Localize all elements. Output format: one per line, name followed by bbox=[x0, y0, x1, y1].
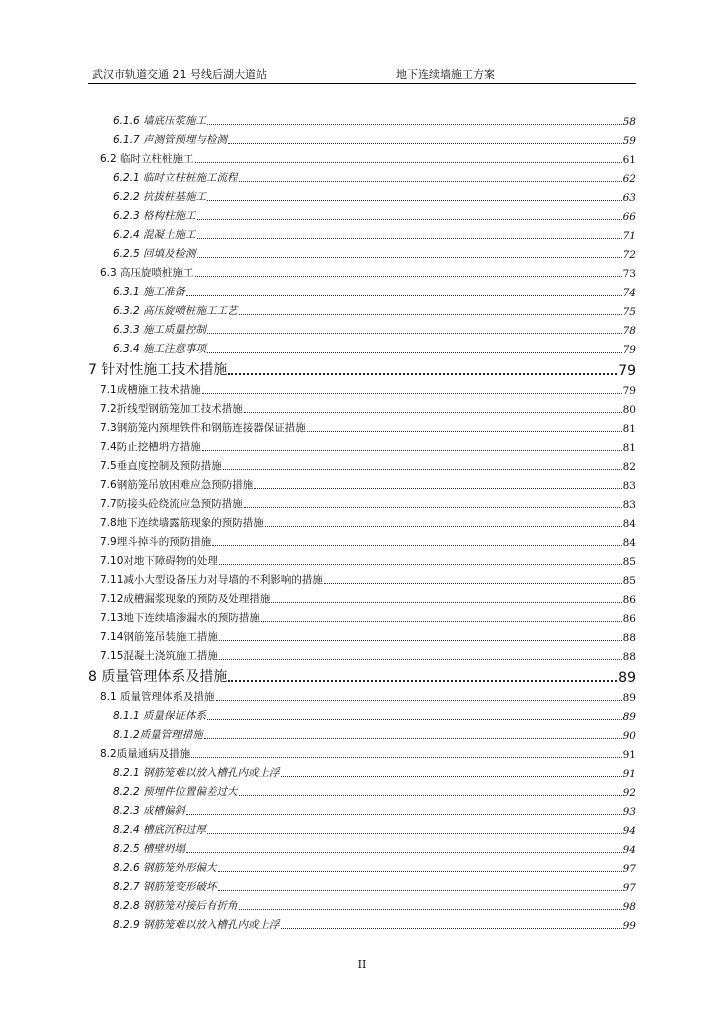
toc-entry[interactable] bbox=[100, 688, 636, 704]
toc-dot-leader bbox=[239, 795, 622, 796]
toc-entry-title: 7.2折线型钢筋笼加工技术措施 bbox=[100, 403, 243, 415]
toc-entry-page: 80 bbox=[622, 404, 636, 416]
toc-entry[interactable] bbox=[113, 707, 636, 723]
toc-entry-title: 6.2 临时立柱桩施工 bbox=[100, 153, 194, 165]
toc-entry-page: 79 bbox=[618, 363, 636, 379]
toc-entry-page: 58 bbox=[622, 116, 636, 128]
toc-dot-leader bbox=[261, 621, 622, 622]
toc-entry[interactable] bbox=[100, 745, 636, 761]
toc-entry-page: 83 bbox=[622, 480, 636, 492]
toc-entry-title: 7.11减小大型设备压力对导墙的不利影响的措施 bbox=[100, 574, 323, 586]
toc-dot-leader bbox=[219, 564, 622, 565]
toc-entry-page: 84 bbox=[622, 537, 636, 549]
toc-entry-title: 7.7防接头砼绕流应急预防措施 bbox=[100, 498, 243, 510]
toc-entry[interactable] bbox=[113, 783, 636, 799]
toc-entry-page: 89 bbox=[622, 711, 636, 723]
toc-entry[interactable] bbox=[113, 283, 636, 299]
toc-entry-title: 6.3.1 施工准备 bbox=[113, 286, 186, 298]
toc-entry[interactable] bbox=[100, 381, 636, 397]
toc-entry[interactable] bbox=[113, 878, 636, 894]
toc-entry[interactable] bbox=[113, 321, 636, 337]
toc-entry-page: 97 bbox=[622, 863, 636, 875]
toc-entry[interactable] bbox=[113, 302, 636, 318]
toc-dot-leader bbox=[281, 928, 622, 929]
toc-entry[interactable] bbox=[100, 400, 636, 416]
toc-entry-page: 91 bbox=[622, 749, 636, 761]
toc-entry-title: 6.2.2 抗拔桩基施工 bbox=[113, 191, 207, 203]
toc-entry-title: 7.12成槽漏浆现象的预防及处理措施 bbox=[100, 593, 271, 605]
toc-entry[interactable] bbox=[113, 802, 636, 818]
toc-dot-leader bbox=[219, 640, 622, 641]
toc-entry-page: 79 bbox=[622, 385, 636, 397]
toc-entry-title: 6.3.2 高压旋喷桩施工工艺 bbox=[113, 305, 238, 317]
toc-entry-page: 98 bbox=[622, 901, 636, 913]
toc-entry[interactable] bbox=[113, 897, 636, 913]
toc-dot-leader bbox=[239, 181, 622, 182]
toc-entry-page: 88 bbox=[622, 651, 636, 663]
toc-entry-title: 8.2.7 钢筋笼变形破坏 bbox=[113, 881, 217, 893]
toc-dot-leader bbox=[228, 680, 617, 682]
toc-dot-leader bbox=[271, 602, 621, 603]
toc-entry-page: 79 bbox=[622, 344, 636, 356]
toc-entry[interactable] bbox=[113, 859, 636, 875]
toc-entry[interactable] bbox=[113, 340, 636, 356]
toc-entry-page: 81 bbox=[622, 423, 636, 435]
toc-entry-page: 85 bbox=[622, 556, 636, 568]
toc-entry[interactable] bbox=[100, 150, 636, 166]
toc-entry[interactable] bbox=[100, 533, 636, 549]
toc-entry[interactable] bbox=[113, 131, 636, 147]
toc-entry-title: 7.15混凝土浇筑施工措施 bbox=[100, 650, 218, 662]
toc-dot-leader bbox=[223, 469, 622, 470]
toc-dot-leader bbox=[281, 776, 622, 777]
toc-entry-page: 82 bbox=[622, 461, 636, 473]
toc-entry-page: 90 bbox=[622, 730, 636, 742]
header-project-title: 武汉市轨道交通 21 号线后湖大道站 bbox=[92, 68, 267, 81]
toc-entry[interactable] bbox=[100, 647, 636, 663]
toc-entry-title: 6.2.5 回填及检测 bbox=[113, 248, 196, 260]
toc-entry-page: 92 bbox=[622, 787, 636, 799]
toc-entry-title: 8 质量管理体系及措施 bbox=[88, 669, 228, 685]
toc-entry-page: 78 bbox=[622, 325, 636, 337]
toc-entry-title: 8.2.9 钢筋笼难以放入槽孔内或上浮 bbox=[113, 919, 280, 931]
toc-entry-page: 62 bbox=[622, 173, 636, 185]
toc-entry-title: 8.1.1 质量保证体系 bbox=[113, 710, 207, 722]
toc-dot-leader bbox=[239, 314, 622, 315]
toc-entry[interactable] bbox=[100, 438, 636, 454]
toc-entry-title: 8.2.2 预埋件位置偏差过大 bbox=[113, 786, 238, 798]
toc-entry[interactable] bbox=[100, 495, 636, 511]
toc-dot-leader bbox=[207, 719, 622, 720]
toc-entry-page: 63 bbox=[622, 192, 636, 204]
toc-entry-page: 72 bbox=[622, 249, 636, 261]
toc-entry[interactable] bbox=[88, 359, 636, 379]
toc-entry-title: 6.2.4 混凝土施工 bbox=[113, 229, 196, 241]
toc-entry-title: 7.14钢筋笼吊装施工措施 bbox=[100, 631, 218, 643]
toc-entry[interactable] bbox=[100, 419, 636, 435]
toc-dot-leader bbox=[186, 295, 622, 296]
toc-entry[interactable] bbox=[100, 628, 636, 644]
page-number: II bbox=[357, 958, 367, 971]
toc-dot-leader bbox=[197, 257, 622, 258]
toc-entry-page: 66 bbox=[622, 211, 636, 223]
toc-entry[interactable] bbox=[113, 226, 636, 242]
toc-entry-title: 8.2.6 钢筋笼外形偏大 bbox=[113, 862, 217, 874]
toc-dot-leader bbox=[307, 431, 622, 432]
toc-entry-title: 8.1 质量管理体系及措施 bbox=[100, 691, 215, 703]
toc-entry[interactable] bbox=[113, 916, 636, 932]
toc-entry-title: 8.2质量通病及措施 bbox=[100, 748, 191, 760]
toc-entry[interactable] bbox=[113, 821, 636, 837]
toc-entry-title: 7 针对性施工技术措施 bbox=[88, 362, 228, 378]
toc-entry-title: 7.1成槽施工技术措施 bbox=[100, 384, 201, 396]
toc-entry-page: 61 bbox=[622, 154, 636, 166]
toc-dot-leader bbox=[195, 276, 622, 277]
toc-dot-leader bbox=[207, 124, 622, 125]
toc-dot-leader bbox=[244, 507, 622, 508]
toc-dot-leader bbox=[191, 757, 621, 758]
toc-entry-title: 8.2.4 槽底沉积过厚 bbox=[113, 824, 207, 836]
toc-entry-page: 89 bbox=[618, 670, 636, 686]
toc-dot-leader bbox=[186, 852, 622, 853]
toc-entry-page: 93 bbox=[622, 806, 636, 818]
toc-entry[interactable] bbox=[113, 726, 636, 742]
toc-entry-title: 6.2.3 格构柱施工 bbox=[113, 210, 196, 222]
toc-entry-page: 59 bbox=[622, 135, 636, 147]
toc-dot-leader bbox=[254, 488, 621, 489]
toc-entry-page: 75 bbox=[622, 306, 636, 318]
toc-dot-leader bbox=[219, 659, 622, 660]
toc-dot-leader bbox=[207, 352, 622, 353]
page-header bbox=[92, 66, 632, 82]
toc-entry-title: 8.2.8 钢筋笼对接后有折角 bbox=[113, 900, 238, 912]
toc-entry[interactable] bbox=[113, 764, 636, 780]
toc-entry[interactable] bbox=[100, 609, 636, 625]
toc-entry[interactable] bbox=[88, 666, 636, 686]
toc-dot-leader bbox=[207, 200, 622, 201]
toc-entry-title: 6.3.3 施工质量控制 bbox=[113, 324, 207, 336]
toc-entry-title: 7.6钢筋笼吊放困难应急预防措施 bbox=[100, 479, 254, 491]
toc-dot-leader bbox=[212, 545, 621, 546]
toc-entry-title: 8.2.1 钢筋笼难以放入槽孔内或上浮 bbox=[113, 767, 280, 779]
toc-entry-page: 73 bbox=[622, 268, 636, 280]
toc-dot-leader bbox=[202, 393, 622, 394]
toc-dot-leader bbox=[197, 219, 622, 220]
toc-entry-title: 6.1.6 墙底压浆施工 bbox=[113, 115, 207, 127]
toc-entry-title: 7.8地下连续墙露筋现象的预防措施 bbox=[100, 517, 264, 529]
toc-entry-page: 86 bbox=[622, 594, 636, 606]
toc-entry-title: 7.9埋斗掉斗的预防措施 bbox=[100, 536, 212, 548]
toc-entry-title: 8.2.5 槽壁坍塌 bbox=[113, 843, 186, 855]
toc-entry[interactable] bbox=[113, 245, 636, 261]
toc-entry[interactable] bbox=[113, 169, 636, 185]
toc-dot-leader bbox=[218, 890, 622, 891]
toc-entry-page: 85 bbox=[622, 575, 636, 587]
toc-entry[interactable] bbox=[100, 457, 636, 473]
toc-entry-page: 89 bbox=[622, 692, 636, 704]
toc-entry-page: 83 bbox=[622, 499, 636, 511]
toc-entry-title: 6.2.1 临时立柱桩施工流程 bbox=[113, 172, 238, 184]
toc-entry-page: 84 bbox=[622, 518, 636, 530]
toc-entry-page: 91 bbox=[622, 768, 636, 780]
toc-dot-leader bbox=[228, 143, 622, 144]
toc-dot-leader bbox=[195, 162, 622, 163]
toc-dot-leader bbox=[207, 333, 622, 334]
toc-entry[interactable] bbox=[100, 552, 636, 568]
toc-dot-leader bbox=[202, 450, 622, 451]
header-divider bbox=[88, 83, 636, 84]
toc-entry-page: 86 bbox=[622, 613, 636, 625]
toc-entry[interactable] bbox=[100, 571, 636, 587]
toc-dot-leader bbox=[239, 909, 622, 910]
toc-dot-leader bbox=[324, 583, 622, 584]
toc-dot-leader bbox=[186, 814, 622, 815]
toc-entry[interactable] bbox=[113, 207, 636, 223]
toc-dot-leader bbox=[204, 738, 622, 739]
toc-entry-title: 8.2.3 成槽偏斜 bbox=[113, 805, 186, 817]
toc-entry-page: 97 bbox=[622, 882, 636, 894]
toc-entry[interactable] bbox=[113, 840, 636, 856]
toc-entry[interactable] bbox=[100, 476, 636, 492]
toc-dot-leader bbox=[197, 238, 622, 239]
header-document-title: 地下连续墙施工方案 bbox=[396, 68, 495, 81]
toc-entry[interactable] bbox=[100, 264, 636, 280]
toc-entry-page: 81 bbox=[622, 442, 636, 454]
toc-entry-page: 88 bbox=[622, 632, 636, 644]
toc-entry[interactable] bbox=[100, 590, 636, 606]
toc-entry-title: 7.3钢筋笼内预埋铁件和钢筋连接器保证措施 bbox=[100, 422, 306, 434]
toc-entry-title: 6.1.7 声测管预埋与检测 bbox=[113, 134, 228, 146]
toc-entry[interactable] bbox=[100, 514, 636, 530]
toc-entry-page: 94 bbox=[622, 844, 636, 856]
toc-dot-leader bbox=[216, 700, 622, 701]
toc-dot-leader bbox=[218, 871, 622, 872]
toc-dot-leader bbox=[207, 833, 622, 834]
toc-entry-title: 8.1.2质量管理措施 bbox=[113, 729, 203, 741]
toc-entry-page: 74 bbox=[622, 287, 636, 299]
toc-entry[interactable] bbox=[113, 112, 636, 128]
toc-entry-title: 7.10对地下障碍物的处理 bbox=[100, 555, 218, 567]
toc-entry[interactable] bbox=[113, 188, 636, 204]
toc-entry-title: 6.3.4 施工注意事项 bbox=[113, 343, 207, 355]
toc-entry-title: 6.3 高压旋喷桩施工 bbox=[100, 267, 194, 279]
toc-entry-page: 94 bbox=[622, 825, 636, 837]
toc-entry-title: 7.5垂直度控制及预防措施 bbox=[100, 460, 222, 472]
toc-dot-leader bbox=[244, 412, 622, 413]
toc-entry-page: 99 bbox=[622, 920, 636, 932]
toc-entry-title: 7.4防止挖槽坍方措施 bbox=[100, 441, 201, 453]
toc-dot-leader bbox=[228, 373, 617, 375]
toc-dot-leader bbox=[265, 526, 622, 527]
toc-entry-title: 7.13地下连续墙渗漏水的预防措施 bbox=[100, 612, 260, 624]
toc-entry-page: 71 bbox=[622, 230, 636, 242]
